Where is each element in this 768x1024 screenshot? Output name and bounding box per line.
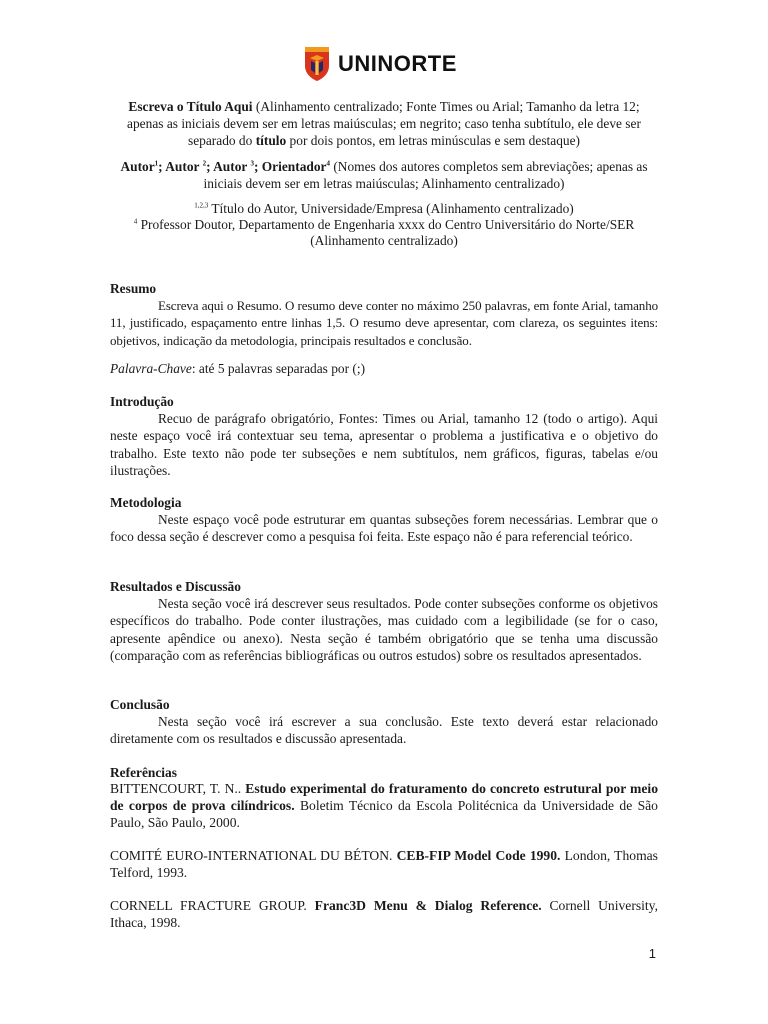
section-text: Nesta seção você irá descrever seus resultados. Pode conter subseções conforme os objetivos específicos do trabalho. Pode conter ilustrações, mas cuidado com a legibilidade (se for o caso, apresente apêndice ou anexo). Nesta seção é também obrigatório que se tenha uma discussão (comparação com as referências bibliográficas ou outros estudos) sobre os resultados apresentados. bbox=[110, 596, 658, 663]
affiliation-2: $^4$ Professor Doutor, Departamento de Engenharia xxxx do Centro Universitário do Norte/SER (Alinhamento centralizado) bbox=[133, 217, 635, 248]
section-conclusao bbox=[110, 696, 658, 748]
section-heading: Resultados e Discussão bbox=[110, 579, 241, 594]
page-number: 1 bbox=[648, 946, 656, 961]
section-referencias bbox=[110, 764, 658, 781]
section-resumo bbox=[110, 280, 658, 349]
shield-logo-icon bbox=[304, 46, 330, 82]
title-instructions-1: (Alinhamento centralizado; Fonte Times ou Arial; Tamanho da letra 12; apenas as iniciais devem ser em letras maiúsculas; em negrito; caso tenha subtítulo, ele deve ser separado do bbox=[127, 99, 641, 148]
section-introducao bbox=[110, 393, 658, 479]
author-1: Autor$^1$; Autor $^2$; Autor $^3$; Orientador$^4$ bbox=[120, 159, 330, 174]
title-bold: Escreva o Título Aqui bbox=[128, 99, 253, 114]
section-text: Escreva aqui o Resumo. O resumo deve conter no máximo 250 palavras, em fonte Arial, tamanho 11, justificado, espaçamento entre linhas 1,5. O resumo deve apresentar, com clareza, os seguintes itens: objetivos, indicação da metodologia, principais resultados e conclusão. bbox=[110, 298, 658, 348]
section-text: Nesta seção você irá escrever a sua conclusão. Este texto deverá estar relacionado diretamente com os resultados e discussão apresentada. bbox=[110, 714, 658, 747]
keywords-text: : até 5 palavras separadas por (;) bbox=[191, 361, 366, 376]
section-text: Recuo de parágrafo obrigatório, Fontes: Times ou Arial, tamanho 12 (todo o artigo). Aqui neste espaço você irá contextuar seu tema, apresentar o problema a justificativa e o objetivo do trabalho. Este texto não pode ter subseções e nem subtítulos, nem gráficos, figuras, tabelas e/ou ilustrações. bbox=[110, 411, 658, 478]
affiliations bbox=[110, 201, 658, 249]
section-heading: Metodologia bbox=[110, 495, 182, 510]
section-text: Neste espaço você pode estruturar em quantas subseções forem necessárias. Lembrar que o foco dessa seção é descrever como a pesquisa foi feita. Este espaço não é para referencial teórico. bbox=[110, 512, 658, 545]
section-metodologia bbox=[110, 494, 658, 546]
section-heading: Conclusão bbox=[110, 697, 170, 712]
uninorte-logo bbox=[304, 44, 457, 84]
section-heading: Referências bbox=[110, 765, 177, 780]
affiliation-1: $^{1,2,3}$ Título do Autor, Universidade/Empresa (Alinhamento centralizado) bbox=[194, 201, 574, 216]
authors-line bbox=[110, 158, 658, 192]
title-bold-word: título bbox=[255, 133, 287, 148]
reference-item: BITTENCOURT, T. N.. Estudo experimental do fraturamento do concreto estrutural por meio de corpos de prova cilíndricos. Boletim Técnico da Escola Politécnica da Universidade de São Paulo, São Paulo, 2000. bbox=[110, 781, 658, 830]
article-title bbox=[110, 98, 658, 149]
authors-instructions: (Nomes dos autores completos sem abreviações; apenas as iniciais devem ser em letras maiúsculas; Alinhamento centralizado) bbox=[203, 159, 648, 191]
section-resultados bbox=[110, 578, 658, 664]
section-heading: Introdução bbox=[110, 394, 174, 409]
reference-item: CORNELL FRACTURE GROUP. Franc3D Menu & Dialog Reference. Cornell University, Ithaca, 1998. bbox=[110, 898, 658, 930]
title-instructions-2: por dois pontos, em letras minúsculas e sem destaque) bbox=[286, 133, 580, 148]
reference-item: COMITÉ EURO-INTERNATIONAL DU BÉTON. CEB-FIP Model Code 1990. London, Thomas Telford, 1993. bbox=[110, 848, 658, 880]
section-heading: Resumo bbox=[110, 281, 157, 296]
brand-name: UNINORTE bbox=[338, 51, 457, 76]
keywords-label: Palavra-Chave bbox=[110, 361, 192, 376]
keywords bbox=[110, 360, 658, 377]
